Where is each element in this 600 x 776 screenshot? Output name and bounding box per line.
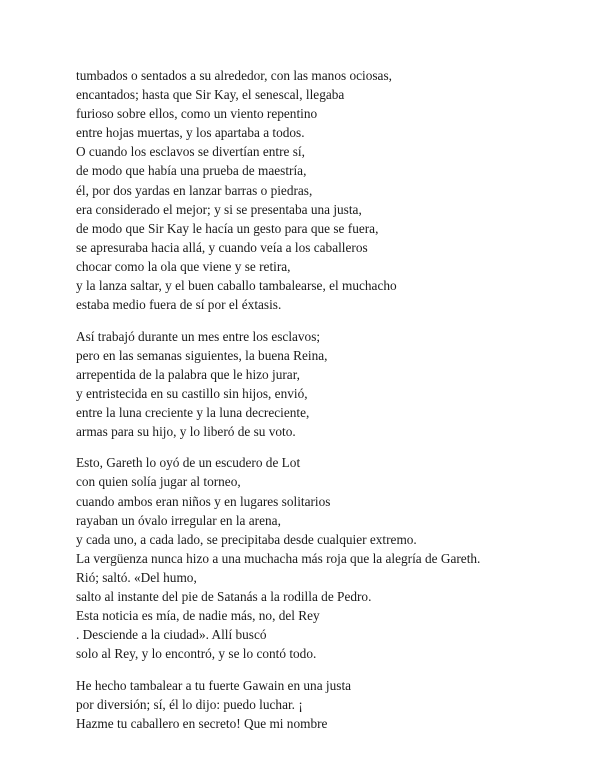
text-line: era considerado el mejor; y si se presentaba una justa, [76, 201, 362, 217]
text-line: solo al Rey, y lo encontró, y se lo contó todo. [76, 646, 317, 662]
text-line: entre la luna creciente y la luna decreciente, [76, 404, 310, 420]
text-line: tumbados o sentados a su alrededor, con las manos ociosas, [76, 68, 392, 83]
text-line: arrepentida de la palabra que le hizo jurar, [76, 366, 300, 382]
text-line: Esto, Gareth lo oyó de un escudero de Lot [76, 455, 301, 471]
text-line: de modo que había una prueba de maestría, [76, 163, 307, 179]
text-line: armas para su hijo, y lo liberó de su voto. [76, 423, 296, 439]
stanza-2 [76, 327, 576, 442]
text-line: Rió; saltó. «Del humo, [76, 569, 197, 585]
text-line: La vergüenza nunca hizo a una muchacha más roja que la alegría de Gareth. [76, 550, 481, 566]
stanza-3 [76, 453, 576, 663]
text-line: y cada uno, a cada lado, se precipitaba desde cualquier extremo. [76, 531, 417, 547]
text-line: Así trabajó durante un mes entre los esclavos; [76, 328, 321, 344]
poem-text [76, 66, 576, 745]
text-line: y entristecida en su castillo sin hijos, envió, [76, 385, 308, 401]
text-line: con quien solía jugar al torneo, [76, 474, 241, 490]
text-line: furioso sobre ellos, como un viento repentino [76, 106, 318, 122]
stanza-1 [76, 66, 576, 314]
stanza-4 [76, 676, 576, 733]
text-line: pero en las semanas siguientes, la buena Reina, [76, 347, 328, 363]
text-line: y la lanza saltar, y el buen caballo tambalearse, el muchacho [76, 278, 397, 294]
text-line: estaba medio fuera de sí por el éxtasis. [76, 297, 282, 313]
text-line: entre hojas muertas, y los apartaba a todos. [76, 125, 305, 141]
text-line: de modo que Sir Kay le hacía un gesto para que se fuera, [76, 220, 379, 236]
text-line: él, por dos yardas en lanzar barras o piedras, [76, 182, 313, 198]
text-line: rayaban un óvalo irregular en la arena, [76, 512, 281, 528]
text-line: cuando ambos eran niños y en lugares solitarios [76, 493, 331, 509]
text-line: encantados; hasta que Sir Kay, el senescal, llegaba [76, 87, 345, 103]
text-line: O cuando los esclavos se divertían entre sí, [76, 144, 305, 160]
text-line: por diversión; sí, él lo dijo: puedo luchar. ¡ [76, 696, 303, 712]
text-line: chocar como la ola que viene y se retira, [76, 258, 291, 274]
text-line: Hazme tu caballero en secreto! Que mi nombre [76, 715, 328, 731]
text-line: He hecho tambalear a tu fuerte Gawain en una justa [76, 677, 352, 693]
text-line: . Desciende a la ciudad». Allí buscó [76, 627, 267, 643]
text-line: se apresuraba hacia allá, y cuando veía a los caballeros [76, 239, 368, 255]
text-line: Esta noticia es mía, de nadie más, no, del Rey [76, 608, 320, 624]
text-line: salto al instante del pie de Satanás a la rodilla de Pedro. [76, 589, 372, 605]
